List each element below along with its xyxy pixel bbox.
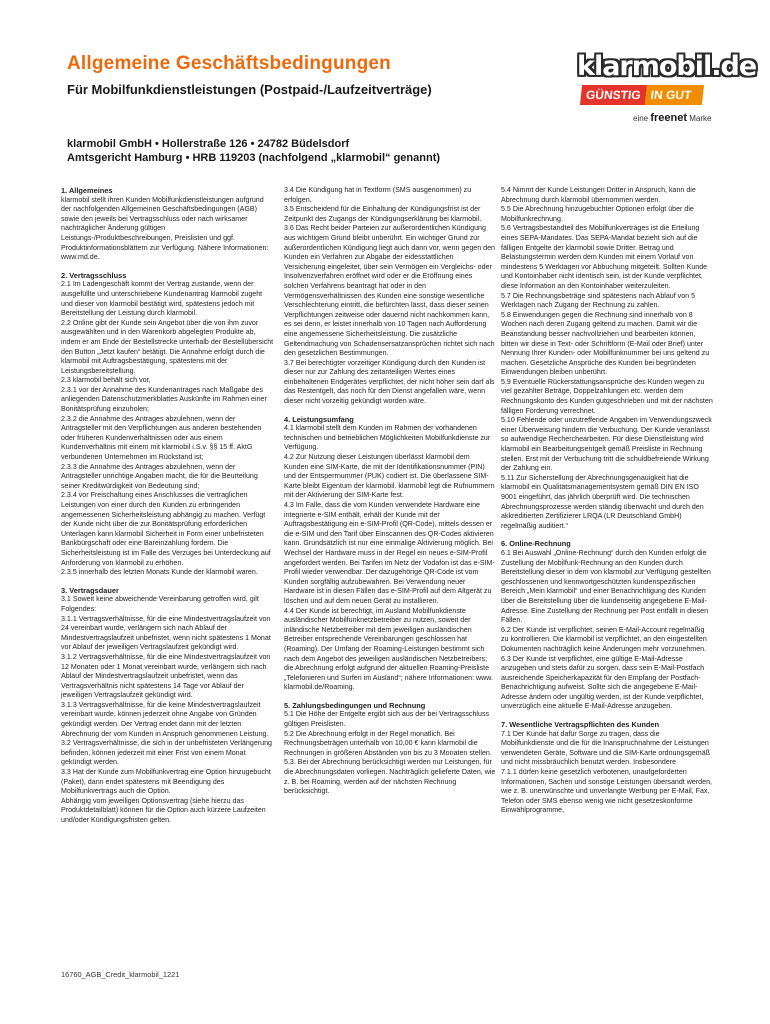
company-address: klarmobil GmbH • Hollerstraße 126 • 24782 Büdelsdorf [67, 138, 350, 150]
section-paragraph: 5.3. Bei der Abrechnung berücksichtigt werden nur Leistungen, für die Abrechnungsdaten vorliegen. Nachträglich gelieferte Daten, wie z. B. bei Roaming, werden auf der nächsten Rechnung berücksichtigt. [284, 758, 496, 796]
section-paragraph: 4.3 Im Falle, dass die vom Kunden verwendete Hardware eine integrierte e-SIM enthält, erhält der Kunde mit der Auftragsbestätigung ein e-SIM-Profil (QR-Code), mittels dessen er die e-SIM und den Tarif über Einscannen des QR-Codes aktivieren kann. Grundsätzlich ist nur eine einmalige Aktivierung möglich. Bei Wechsel der Hardware muss in der Regel ein neues e-SIM-Profil angefordert werden. Bei Tarifen im Netz der Vodafon ist das e-SIM-Profil wieder verwendbar. Der dazugehörige QR-Code ist vom Kunden sorgfältig aufzubewahren. Bei Verwendung neuer Hardware ist in diesen Fällen das e-SIM-Profil auf dem Altgerät zu löschen und auf dem neuen Gerät zu installieren. [284, 501, 495, 605]
section-paragraph: 6.1 Bei Auswahl „Online-Rechnung“ durch den Kunden erfolgt die Zustellung der Mobilfunk-Rechnung an den Kunden durch Bereitstellung dieser in dem von klarmobil zur Verfügung gestellten geschlossenen und kennwortgeschützten kundenspezifischen Bereich „Mein klarmobil“ und einer Benachrichtigung des Kunden über die Bereitstellung über die kundenseitig angegebene E-Mail-Adresse. Eine Zustellung der Rechnung per Post entfällt in diesen Fällen. [501, 548, 711, 625]
section-paragraph: 5.6 Vertragsbestandteil des Mobilfunkvertrages ist die Erteilung eines SEPA-Mandates. Das SEPA-Mandat bezieht sich auf die fälligen Entgelte der klarmobil sowie Dritter. Betrag und Belastungstermin werden dem Kunden mit einem Vorlauf von mindestens 5 Werktagen vor Abbuchung mitgeteilt. Sollten Kunde und Kontoinhaber nicht identisch sein, ist der Kunde verpflichtet, diese Information an den Kontoinhaber weiterzuleiten. [501, 224, 708, 290]
section-paragraph: 2.3.2 die Annahme des Antrages abzulehnen, wenn der Antragsteller mit den Verpflichtungen aus anderen bestehenden oder früheren Kundenverhältnissen oder aus einem Kundenverhältnis mit einem mit klarmobil i.S.v. §§ 15 ff. AktG verbundenen Unternehmen im Rückstand ist; [61, 414, 262, 462]
document-subtitle: Für Mobilfunkdienstleistungen (Postpaid-/Laufzeitverträge) [67, 82, 432, 97]
section [284, 701, 496, 797]
section-paragraph: 2.3.4 vor Freischaltung eines Anschlusses die vertraglichen Leistungen von einer durch den Kunden zu erbringenden angemessenen Sicherheitsleistung abhängig zu machen. Verfügt der Kunde nicht über die zur Bonitätsprüfung erforderlichen Unterlagen kann klarmobil Sicherheit in Form einer unbefristeten Bankbürgschaft oder eine Bareinzahlung fordern. Die Sicherheitsleistung ist im Falle des Verzuges bei Unterdeckung auf Anforderung von klarmobil zu erhöhen. [61, 491, 271, 567]
column-3 [501, 186, 713, 824]
section-paragraph: 2.3 klarmobil behält sich vor, [61, 376, 151, 385]
section [284, 186, 496, 407]
section-paragraph: 7.1 Der Kunde hat dafür Sorge zu tragen, dass die Mobilfunkdienste und die für die Inanspruchnahme der Leistungen verwendeten Geräte, Software und die SIM-Karte ordnungsgemäß und nicht missbräuchlich benutzt werden. Insbesondere [501, 729, 710, 767]
logo-slogan-guenstig: GÜNSTIG [580, 85, 647, 105]
section-heading: 3. Vertragsdauer [61, 585, 119, 595]
section-paragraph: 3.2 Vertragsverhältnisse, die sich in der unbefristeten Verlängerung befinden, können jederzeit mit einer Frist von einem Monat gekündigt werden. [61, 739, 272, 767]
section-paragraph: 3.3 Hat der Kunde zum Mobilfunkvertrag eine Option hinzugebucht (Paket), dann endet spätestens mit Beendigung des Mobilfunkvertrags auch die Option. [61, 768, 271, 796]
section-paragraph: 5.11 Zur Sicherstellung der Abrechnungsgenauigkeit hat die klarmobil ein Qualitätsmanagementsystem gemäß DIN EN ISO 9001 eingeführt, das jährlich überprüft wird. Die technischen Abrechnungsprozesse werden ständig überwacht und durch den akkreditierten Zertifizierer LRQA (LR Deutschland GmbH) regelmäßig auditiert.“ [501, 473, 704, 530]
section [501, 186, 713, 531]
section [501, 720, 713, 816]
section-heading: 7. Wesentliche Vertragspflichten des Kunden [501, 720, 659, 730]
section-paragraph: 2.2 Online gibt der Kunde sein Angebot über die von ihm zuvor ausgewählten und in den Warenkorb abgelegten Produkte ab, indem er am Ende der Bestellstrecke unterhalb der Bestellübersicht den Button „Jetzt kaufen“ betätigt. Die Annahme erfolgt durch die klarmobil mit Auftragsbestätigung, spätestens mit der Leistungsbereitstellung. [61, 318, 274, 375]
section-paragraph: 5.10 Fehlende oder unzutreffende Angaben im Verwendungszweck einer Überweisung hindern die Verbuchung. Der Kunde veranlasst so aufwendige Recherchearbeiten. Für diese Dienstleistung wird klarmobil ein Bearbeitungsentgelt gemäß Preisliste in Rechnung stellen. Erst mit der Verbuchung tritt die schuldbefreiende Wirkung der Zahlung ein. [501, 416, 712, 473]
section-paragraph: 5.7 Die Rechnungsbeträge sind spätestens nach Ablauf von 5 Werktagen nach Zugang der Rechnung zu zahlen. [501, 291, 696, 310]
logo-slogan [580, 85, 704, 105]
section [501, 539, 713, 712]
section-heading: 6. Online-Rechnung [501, 539, 571, 549]
section-paragraph: 5.4 Nimmt der Kunde Leistungen Dritter in Anspruch, kann die Abrechnung durch klarmobil übernommen werden. [501, 186, 696, 204]
section-paragraph: 3.1.3 Vertragsverhältnisse, für die keine Mindestvertragslaufzeit vereinbart wurde, können jederzeit ohne Angabe von Gründen gekündigt werden. Der Vertrag endet dann mit der letzten Abrechnung der vom Kunden in Anspruch genommenen Leistung. [61, 700, 269, 738]
section-paragraph: 3.5 Entscheidend für die Einhaltung der Kündigungsfrist ist der Zeitpunkt des Zugangs der Kündigungserklärung bei klarmobil. [284, 205, 482, 223]
section-paragraph: 4.1 klarmobil stellt dem Kunden im Rahmen der vorhandenen technischen und betrieblichen Möglichkeiten Mobilfunkdienste zur Verfügung. [284, 424, 491, 452]
section-paragraph: 5.1 Die Höhe der Entgelte ergibt sich aus der bei Vertragsschluss gültigen Preislisten. [284, 710, 490, 729]
section-heading: 4. Leistungsumfang [284, 414, 354, 424]
section-paragraph: Abhängig vom jeweiligen Optionsvertrag (siehe hierzu das Produktdetailblatt) können für die Option auch kürzere Laufzeiten und/oder Kündigungsfristen gelten. [61, 796, 266, 824]
company-register: Amtsgericht Hamburg • HRB 119203 (nachfolgend „klarmobil“ genannt) [67, 152, 441, 164]
section-paragraph: 2.3.3 die Annahme des Antrages abzulehnen, wenn der Antragsteller unrichtige Angaben macht, die für die Beurteilung seiner Kreditwürdigkeit von Bedeutung sind; [61, 462, 258, 490]
section-heading: 5. Zahlungsbedingungen und Rechnung [284, 700, 426, 710]
section-paragraph: 4.4 Der Kunde ist berechtigt, im Ausland Mobilfunkdienste ausländischer Mobilfunknetzbetreiber zu nutzen, soweit der inländische Netzbetreiber mit dem jeweiligen ausländischen Betreiber entsprechende Vereinbarungen geschlossen hat (Roaming). Der Umfang der Roaming-Leistungen bestimmt sich nach dem Angebot des jeweiligen ausländischen Netzbetreibers; die Abrechnung erfolgt aufgrund der aktuellen Roaming-Preisliste „Telefonieren und Surfen im Ausland“; nähere Informationen: www. klarmobil.de/Roaming. [284, 606, 493, 692]
section [61, 271, 275, 578]
section-paragraph: 7.1.1 dürfen keine gesetzlich verbotenen, unaufgeforderten Informationen, Sachen und sonstige Leistungen übersandt werden, wie z. B. unerwünschte und unverlangte Werbung per E-Mail, Fax, Telefon oder SMS ebenso wenig wie nicht gesetzeskonforme Einwählprogramme, [501, 768, 712, 815]
section-paragraph: 2.3.1 vor der Annahme des Kundenantrages nach Maßgabe des anliegenden Datenschutzmerkblattes Auskünfte im Rahmen einer Bonitätsprüfung einzuholen; [61, 385, 267, 414]
brand-name: freenet [650, 112, 688, 124]
section [61, 186, 275, 263]
section-paragraph: 5.5 Die Abrechnung hinzugebuchter Optionen erfolgt über die Mobilfunkrechnung. [501, 205, 694, 223]
section [284, 415, 496, 693]
section-paragraph: 5.9 Eventuelle Rückerstattungsansprüche des Kunden wegen zu viel gezahlter Beträge, Doppelzahlungen etc. werden dem Rechnungskonto des Kunden gutgeschrieben und mit der nächsten fälligen Forderung verrechnet. [501, 377, 713, 415]
logo-wordmark: klarmobil.de [577, 51, 757, 82]
footer-document-code: 16760_AGB_Credit_klarmobil_1221 [61, 970, 180, 979]
section-heading: 1. Allgemeines [61, 186, 113, 195]
section-paragraph: 6.2 Der Kunde ist verpflichtet, seinen E-Mail-Account regelmäßig zu kontrollieren. Die klarmobil ist verpflichtet, an den eingestellten Dokumenten nachträglich keine Änderungen mehr vorzunehmen. [501, 625, 707, 653]
section-paragraph: 3.4 Die Kündigung hat in Textform (SMS ausgenommen) zu erfolgen. [284, 186, 472, 204]
freenet-brand-note [633, 112, 712, 124]
document-title: Allgemeine Geschäftsbedingungen [67, 53, 391, 74]
section-paragraph: 3.1.1 Vertragsverhältnisse, für die eine Mindestvertragslaufzeit von 24 vereinbart wurde, verlängern sich nach Ablauf der Mindestvertragslaufzeit unbefristet, wenn nicht spätestens 1 Monat vor Ablauf der jeweiligen Vertragslaufzeit gekündigt wird. [61, 614, 271, 652]
klarmobil-logo [577, 51, 757, 108]
section-paragraph: 5.2 Die Abrechnung erfolgt in der Regel monatlich. Bei Rechnungsbeträgen unterhalb von 10,00 € kann klarmobil die Rechnungen in größeren Abständen von bis zu 3 Monaten stellen. [284, 729, 492, 757]
section-heading: 2. Vertragsschluss [61, 270, 127, 280]
section-paragraph: 3.7 Bei berechtigter vorzeitiger Kündigung durch den Kunden ist dieser nur zur Zahlung des zeitanteiligen Wertes eines einbehaltenen Endgerätes verpflichtet, der nicht höher sein darf als das Restentgelt, das noch für den Dienst angefallen wäre, wenn dieser nicht vorzeitig gekündigt worden wäre. [284, 358, 495, 406]
section-paragraph: 3.6 Das Recht beider Parteien zur außerordentlichen Kündigung aus wichtigem Grund bleibt unberührt. Ein wichtiger Grund zur außerordentlichen Kündigung liegt auch dann vor, wenn gegen den Kunden ein Verfahren zur Abgabe der eidesstattlichen Versicherung eingeleitet, über sein Vermögen ein Vergleichs- oder Insolvenzverfahren eröffnet wird oder er die Eröffnung eines solchen Verfahrens beantragt hat oder in den Vermögensverhältnissen des Kunden eine sonstige wesentliche Verschlechterung eintritt, die befürchten lässt, dass dieser seinen Verpflichtungen zeitweise oder dauernd nicht nachkommen kann, es sei denn, er leistet innerhalb von 10 Tagen nach Aufforderung eine angemessene Sicherheitsleistung. Die zusätzliche Geltendmachung von Schadensersatzansprüchen richtet sich nach den gesetzlichen Bestimmungen. [284, 224, 496, 358]
brand-suffix: Marke [689, 114, 712, 123]
brand-prefix: eine [633, 114, 649, 123]
section-paragraph: 2.3.5 innerhalb des letzten Monats Kunde der klarmobil waren. [61, 568, 258, 577]
logo-slogan-in-gut: IN GUT [645, 85, 704, 105]
company-info [67, 137, 440, 165]
section-paragraph: klarmobil stellt ihren Kunden Mobilfunkdienstleistungen aufgrund der nachfolgenden Allgemeinen Geschäftsbedingungen (AGB) sowie den jeweils bei Vertragsschluss oder nach wirksamer nachträglicher Änderung gültigen Leistungs-/Produktbeschreibungen, Preislisten und ggf. Produktinformationsblättern zur Verfügung. Nähere Informationen: www.md.de. [61, 195, 269, 262]
section-paragraph: 2.1 Im Ladengeschäft kommt der Vertrag zustande, wenn der ausgefüllte und unterschriebene Kundenantrag klarmobil zugeht und dieser von klarmobil bestätigt wird, spätestens jedoch mit Bereitstellung der Leistung durch klarmobil. [61, 280, 263, 318]
section [61, 586, 275, 826]
section-paragraph: 3.1 Soweit keine abweichende Vereinbarung getroffen wird, gilt Folgendes: [61, 595, 259, 613]
column-2 [284, 186, 496, 805]
section-paragraph: 5.8 Einwendungen gegen die Rechnung sind innerhalb von 8 Wochen nach deren Zugang geltend zu machen. Damit wir die Beanstandung besser nachvollziehen und bearbeiten können, bitten wir diese in Text- oder Schriftform (E-Mail oder Brief) unter Nennung Ihrer Kunden- oder Mobilfunknummer bei uns geltend zu machen. Gesetzliche Ansprüche des Kunden bei begründeten Einwendungen bleiben unberührt. [501, 310, 710, 377]
column-1 [61, 186, 275, 834]
section-paragraph: 6.3 Der Kunde ist verpflichtet, eine gültige E-Mail-Adresse anzugeben und stets dafür zu sorgen, dass sein E-Mail-Postfach ausreichende Speicherkapazität für den Empfang der Postfach- Benachrichtigung aufweist. Sollte sich die angegebene E-Mail-Adresse ändern oder ungültig werden, ist der Kunde verpflichtet, unverzüglich eine aktuelle E-Mail-Adresse anzugeben. [501, 654, 705, 711]
section-paragraph: 3.1.2 Vertragsverhältnisse, für die eine Mindestvertragslaufzeit von 12 Monaten oder 1 Monat vereinbart wurde, verlängern sich nach Ablauf der Mindestvertragslaufzeit unbefristet, wenn das Vertragsverhältnis nicht spätestens 14 Tage vor Ablauf der jeweiligen Vertragslaufzeit gekündigt wird. [61, 652, 271, 700]
section-paragraph: 4.2 Zur Nutzung dieser Leistungen überlässt klarmobil dem Kunden eine SIM-Karte, die mit der Identifikationsnummer (PIN) und der Entsperrnummer (PUK) codiert ist. Die überlassene SIM-Karte bleibt Eigentum der klarmobil. klarmobil legt die Rufnummern mit der Aktivierung der SIM-Karte fest. [284, 453, 495, 500]
